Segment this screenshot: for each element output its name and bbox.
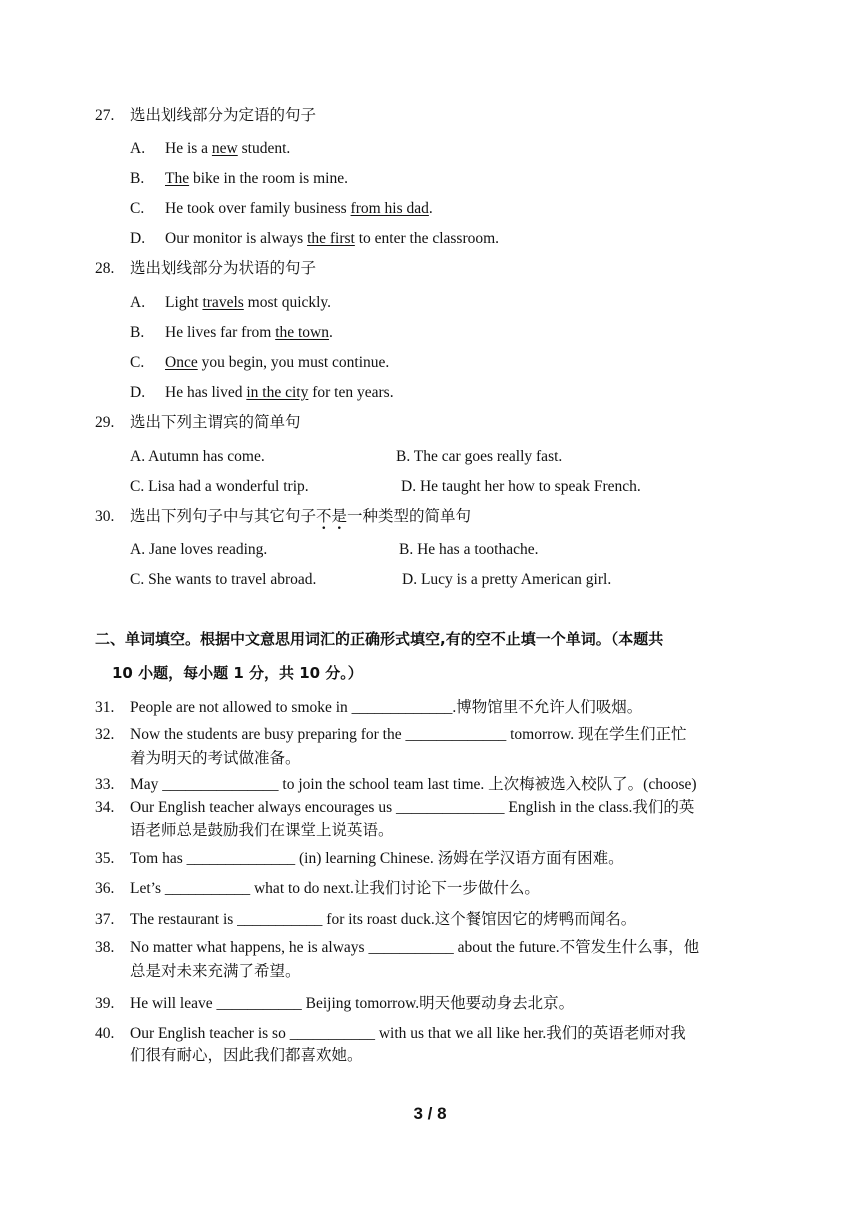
item-number: 40. xyxy=(95,1025,115,1042)
question-prompt: 选出划线部分为定语的句子 xyxy=(130,107,317,124)
emphasis-dot-char: 不 xyxy=(316,508,332,525)
item-text: Our English teacher always encourages us ______________ English in the class.我们的英 xyxy=(130,799,695,816)
question-prompt: 选出下列句子中与其它句子不是一种类型的简单句 xyxy=(130,508,472,525)
item-text-cont: 们很有耐心，因此我们都喜欢她。 xyxy=(130,1047,363,1064)
option-d: D. Lucy is a pretty American girl. xyxy=(402,571,612,588)
option-text: Once you begin, you must continue. xyxy=(165,354,390,371)
item-text: May _______________ to join the school team last time. 上次梅被选入校队了。(choose) xyxy=(130,776,697,793)
item-number: 35. xyxy=(95,850,115,867)
option-b: B. The car goes really fast. xyxy=(396,448,563,465)
option-d: D. He taught her how to speak French. xyxy=(401,478,641,495)
item-text-cont: 着为明天的考试做准备。 xyxy=(130,750,301,767)
option-text: He is a new student. xyxy=(165,140,291,157)
option-text: He lives far from the town. xyxy=(165,324,333,341)
question-prompt: 选出划线部分为状语的句子 xyxy=(130,260,317,277)
item-number: 34. xyxy=(95,799,115,816)
option-c: C. She wants to travel abroad. xyxy=(130,571,317,588)
item-number: 38. xyxy=(95,939,115,956)
option-label: D. xyxy=(130,384,146,401)
item-number: 33. xyxy=(95,776,115,793)
item-text-cont: 总是对未来充满了希望。 xyxy=(130,963,301,980)
option-text: He has lived in the city for ten years. xyxy=(165,384,394,401)
item-text: Now the students are busy preparing for the _____________ tomorrow. 现在学生们正忙 xyxy=(130,726,687,743)
option-a: A. Autumn has come. xyxy=(130,448,265,465)
option-label: B. xyxy=(130,324,145,341)
option-c: C. Lisa had a wonderful trip. xyxy=(130,478,309,495)
emphasis-dot-char: 是 xyxy=(331,508,348,525)
item-text-cont: 语老师总是鼓励我们在课堂上说英语。 xyxy=(130,822,394,839)
item-text: No matter what happens, he is always ___________ about the future.不管发生什么事，他 xyxy=(130,939,700,956)
item-text: Our English teacher is so ___________ with us that we all like her.我们的英语老师对我 xyxy=(130,1025,686,1042)
option-label: C. xyxy=(130,200,145,217)
item-number: 32. xyxy=(95,726,115,743)
option-label: B. xyxy=(130,170,145,187)
option-label: C. xyxy=(130,354,145,371)
item-text: Let’s ___________ what to do next.让我们讨论下一步做什么。 xyxy=(130,880,540,897)
option-text: The bike in the room is mine. xyxy=(165,170,348,187)
option-label: A. xyxy=(130,140,146,157)
question-number: 29. xyxy=(95,414,115,431)
option-a: A. Jane loves reading. xyxy=(130,541,268,558)
question-number: 28. xyxy=(95,260,115,277)
question-prompt: 选出下列主谓宾的简单句 xyxy=(130,414,301,431)
section-heading-line1: 二、单词填空。根据中文意思用词汇的正确形式填空,有的空不止填一个单词。（本题共 xyxy=(95,630,664,648)
option-label: A. xyxy=(130,294,146,311)
item-number: 31. xyxy=(95,699,115,716)
item-text: Tom has ______________ (in) learning Chinese. 汤姆在学汉语方面有困难。 xyxy=(130,850,624,867)
option-b: B. He has a toothache. xyxy=(399,541,539,558)
page-number: 3 / 8 xyxy=(413,1104,447,1123)
option-text: He took over family business from his dad. xyxy=(165,200,433,217)
option-text: Our monitor is always the first to enter the classroom. xyxy=(165,230,500,247)
item-text: People are not allowed to smoke in _____________.博物馆里不允许人们吸烟。 xyxy=(130,699,643,716)
section-heading-line2: 10 小题，每小题 1 分，共 10 分。） xyxy=(112,664,363,682)
item-number: 37. xyxy=(95,911,115,928)
question-number: 27. xyxy=(95,107,115,124)
question-number: 30. xyxy=(95,508,115,525)
option-label: D. xyxy=(130,230,146,247)
item-number: 36. xyxy=(95,880,115,897)
option-text: Light travels most quickly. xyxy=(165,294,332,311)
item-text: The restaurant is ___________ for its roast duck.这个餐馆因它的烤鸭而闻名。 xyxy=(130,911,637,928)
item-text: He will leave ___________ Beijing tomorrow.明天他要动身去北京。 xyxy=(130,995,575,1012)
item-number: 39. xyxy=(95,995,115,1012)
